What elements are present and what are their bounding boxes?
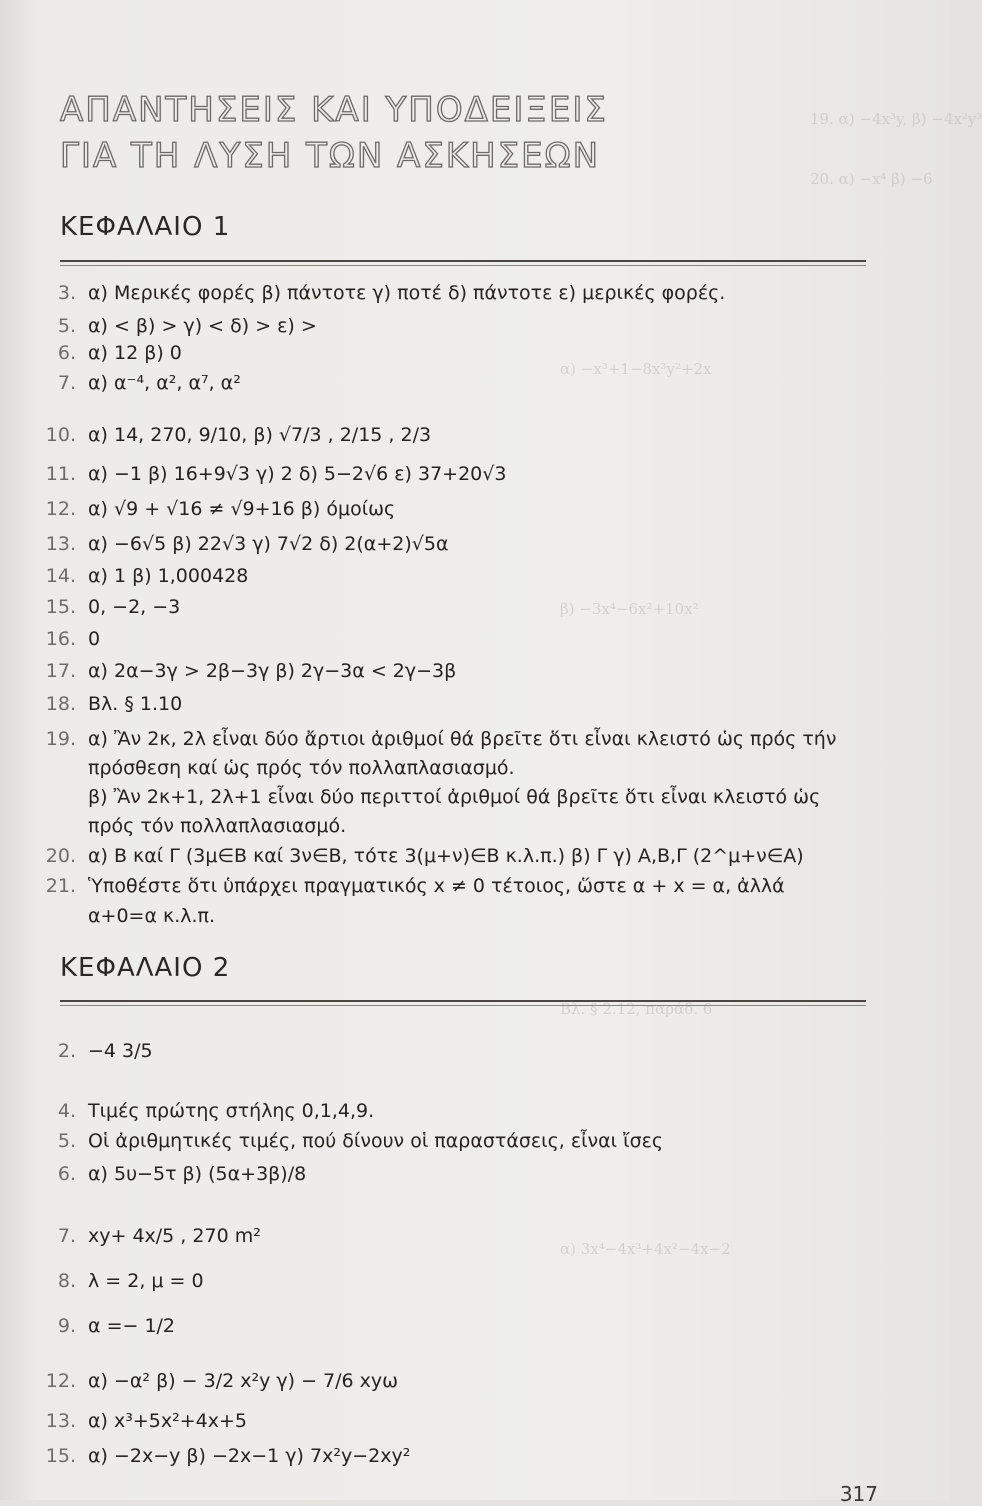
answer-item: 4. Τιμές πρώτης στήλης 0,1,4,9.	[57, 1100, 375, 1122]
answer-item: 15. α) −2x−y β) −2x−1 γ) 7x²y−2xy²	[45, 1445, 411, 1467]
answer-item: 6. α) 5υ−5τ β) (5α+3β)/8	[57, 1163, 307, 1185]
chapter1-divider-thin	[60, 265, 866, 266]
chapter1-divider	[60, 260, 866, 262]
answer-item: 3. α) Μερικές φορές β) πάντοτε γ) ποτέ δ) πάντοτε ε) μερικές φορές.	[57, 282, 726, 304]
answer-continuation: α+0=α κ.λ.π.	[88, 905, 216, 927]
answer-item: 11. α) −1 β) 16+9√3 γ) 2 δ) 5−2√6 ε) 37+20√3	[45, 463, 507, 485]
answer-item: 21. Ὑποθέστε ὅτι ὑπάρχει πραγματικός x ≠ 0 τέτοιος, ὥστε α + x = α, ἀλλά	[45, 875, 785, 897]
answer-item: 16. 0	[45, 628, 101, 650]
bleed-through-text: α) 3x⁴−4x³+4x²−4x−2	[560, 1240, 731, 1258]
bleed-through-text: 20. α) −x⁴ β) −6	[810, 170, 933, 188]
chapter2-heading: ΚΕΦΑΛΑΙΟ 2	[60, 953, 231, 983]
answer-item: 13. α) −6√5 β) 22√3 γ) 7√2 δ) 2(α+2)√5α	[45, 533, 449, 555]
answer-item: 7. xy+ 4x/5 , 270 m²	[57, 1225, 261, 1247]
chapter1-heading: ΚΕΦΑΛΑΙΟ 1	[60, 212, 231, 242]
answer-item: 8. λ = 2, μ = 0	[57, 1270, 204, 1292]
answer-item: 17. α) 2α−3γ > 2β−3γ β) 2γ−3α < 2γ−3β	[45, 660, 457, 682]
answer-item: 19. α) Ἂν 2κ, 2λ εἶναι δύο ἄρτιοι ἀριθμοί θά βρεῖτε ὅτι εἶναι κλειστό ὡς πρός τήν	[45, 728, 837, 750]
page-title-line1: ΑΠΑΝΤΗΣΕΙΣ ΚΑΙ ΥΠΟΔΕΙΞΕΙΣ	[60, 90, 608, 130]
answer-item: 18. Βλ. § 1.10	[45, 693, 183, 715]
answer-item: 15. 0, −2, −3	[45, 596, 181, 618]
answer-continuation: πρός τόν πολλαπλασιασμό.	[88, 815, 347, 837]
page-number: 317	[839, 1482, 878, 1506]
answer-item: 13. α) x³+5x²+4x+5	[45, 1410, 247, 1432]
answer-item: 20. α) Β καί Γ (3μ∈Β καί 3ν∈Β, τότε 3(μ+ν)∈Β κ.λ.π.) β) Γ γ) Α,Β,Γ (2^μ+ν∈Α)	[45, 845, 804, 867]
bleed-through-text: 19. α) −4x³y, β) −4x²y²	[810, 110, 982, 128]
bleed-through-text: α) −x³+1−8x³y²+2x	[560, 360, 712, 378]
bleed-through-text: Βλ. § 2.12, παράδ. 6	[560, 1000, 713, 1018]
answer-continuation: πρόσθεση καί ὡς πρός τόν πολλαπλασιασμό.	[88, 757, 515, 779]
page-title-line2: ΓΙΑ ΤΗ ΛΥΣΗ ΤΩΝ ΑΣΚΗΣΕΩΝ	[60, 136, 601, 176]
answer-item: 9. α =− 1/2	[57, 1315, 176, 1337]
answer-item: 5. Οἱ ἀριθμητικές τιμές, πού δίνουν οἱ παραστάσεις, εἶναι ἴσες	[57, 1130, 664, 1152]
bleed-through-text: β) −3x⁴−6x²+10x²	[560, 600, 699, 618]
answer-item: 6. α) 12 β) 0	[57, 342, 182, 364]
answer-item: 10. α) 14, 270, 9/10, β) √7/3 , 2/15 , 2/3	[45, 424, 432, 446]
answer-item: 14. α) 1 β) 1,000428	[45, 565, 249, 587]
chapter2-divider-thin	[60, 1005, 866, 1006]
answer-item: 12. α) −α² β) − 3/2 x²y γ) − 7/6 xyω	[45, 1370, 399, 1392]
answer-item: 12. α) √9 + √16 ≠ √9+16 β) όμοίως	[45, 498, 396, 520]
chapter2-divider	[60, 1000, 866, 1002]
answer-item: 2. −4 3/5	[57, 1040, 153, 1062]
answer-item: 7. α) α⁻⁴, α², α⁷, α²	[57, 372, 241, 394]
answer-continuation: β) Ἂν 2κ+1, 2λ+1 εἶναι δύο περιττοί ἀριθμοί θά βρεῖτε ὅτι εἶναι κλειστό ὡς	[88, 786, 821, 808]
answer-item: 5. α) < β) > γ) < δ) > ε) >	[57, 315, 317, 337]
